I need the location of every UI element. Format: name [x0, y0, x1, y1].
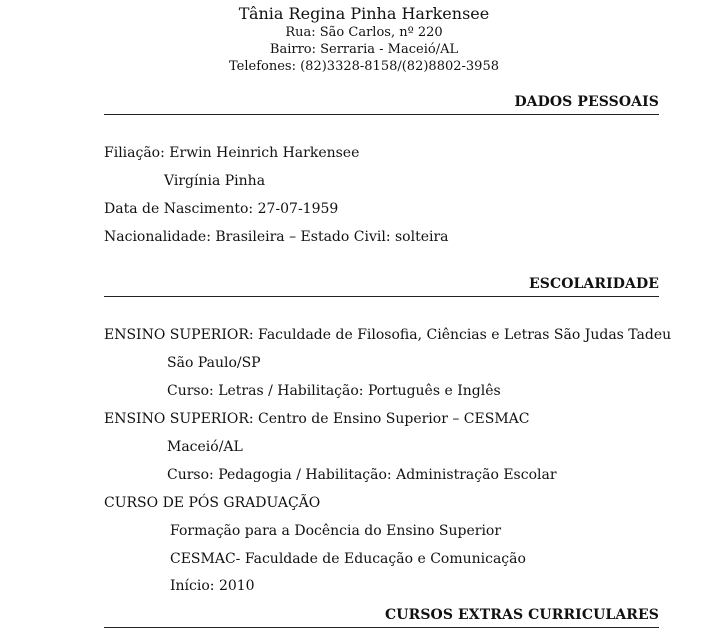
education-item: Curso: Letras / Habilitação: Português e Inglês	[167, 383, 501, 399]
filiacao-mother: Virgínia Pinha	[164, 173, 266, 189]
education-item: CESMAC- Faculdade de Educação e Comunicação	[170, 551, 526, 567]
candidate-name: Tânia Regina Pinha Harkensee	[238, 4, 490, 23]
nationality-civil-status: Nacionalidade: Brasileira – Estado Civil: solteira	[104, 229, 449, 245]
education-item: Maceió/AL	[167, 439, 243, 455]
filiacao-father: Filiação: Erwin Heinrich Harkensee	[104, 145, 360, 161]
education-item: São Paulo/SP	[167, 355, 261, 371]
education-item: Formação para a Docência do Ensino Superior	[170, 523, 502, 539]
section-divider	[104, 627, 659, 628]
section-divider	[104, 114, 659, 115]
address-street: Rua: São Carlos, nº 220	[285, 25, 443, 40]
education-item: Curso: Pedagogia / Habilitação: Administração Escolar	[167, 467, 557, 483]
section-title-escolaridade: ESCOLARIDADE	[528, 276, 659, 292]
section-title-dados-pessoais: DADOS PESSOAIS	[514, 94, 659, 110]
education-item: Início: 2010	[170, 578, 255, 594]
section-divider	[104, 296, 659, 297]
address-district: Bairro: Serraria - Maceió/AL	[269, 42, 459, 57]
education-item: ENSINO SUPERIOR: Centro de Ensino Superior – CESMAC	[104, 411, 530, 427]
birth-date: Data de Nascimento: 27-07-1959	[104, 201, 339, 217]
education-item: ENSINO SUPERIOR: Faculdade de Filosofia, Ciências e Letras São Judas Tadeu	[104, 327, 672, 343]
phone-numbers: Telefones: (82)3328-8158/(82)8802-3958	[229, 59, 499, 74]
education-item: CURSO DE PÓS GRADUAÇÃO	[104, 495, 321, 511]
section-title-cursos-extras: CURSOS EXTRAS CURRICULARES	[385, 607, 659, 623]
